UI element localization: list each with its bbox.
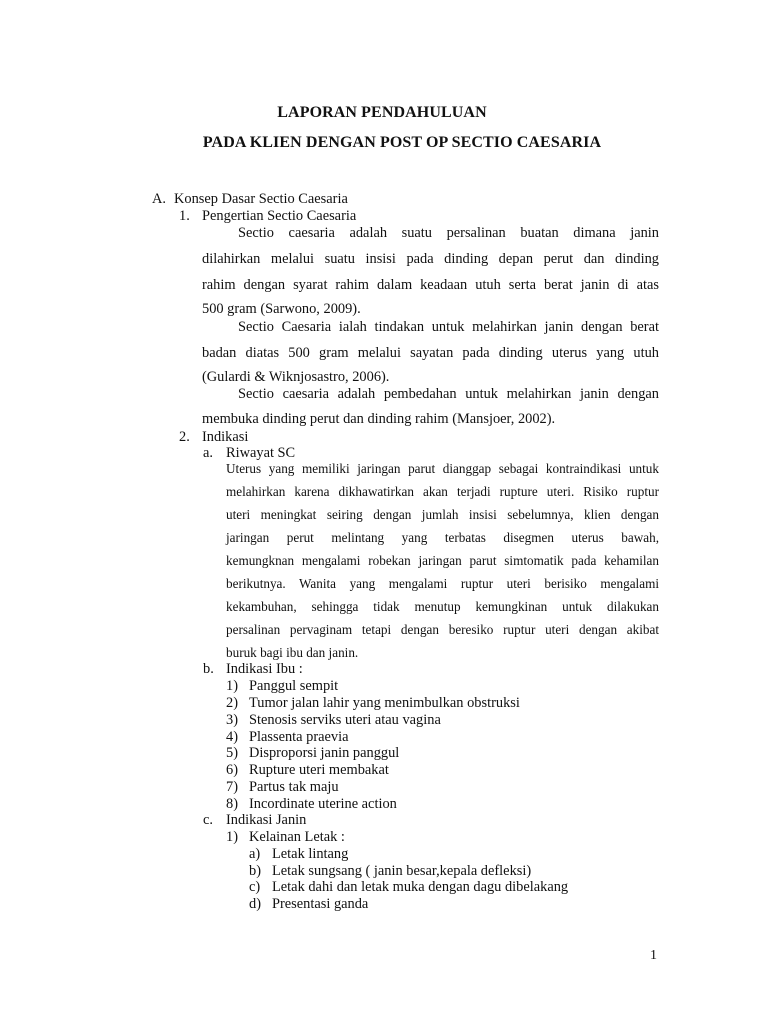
paragraph-line: kekambuhan, sehingga tidak menutup kemungkinan untuk dilakukan bbox=[226, 599, 659, 614]
list-marker: 8) bbox=[226, 796, 238, 812]
list-marker: 2. bbox=[179, 429, 190, 445]
list-item: Letak sungsang ( janin besar,kepala defleksi) bbox=[272, 863, 532, 879]
subsection-title: Indikasi bbox=[202, 429, 249, 445]
list-marker: 1) bbox=[226, 829, 238, 845]
subsection-title: Riwayat SC bbox=[226, 445, 296, 461]
paragraph-line: badan diatas 500 gram melalui sayatan pada dinding uterus yang utuh bbox=[202, 345, 659, 361]
paragraph-line: kemungknan mengalami robekan jaringan parut simtomatik pada kehamilan bbox=[226, 553, 659, 568]
list-item: Letak dahi dan letak muka dengan dagu dibelakang bbox=[272, 879, 569, 895]
list-marker: 1. bbox=[179, 208, 190, 224]
document-title: LAPORAN PENDAHULUAN bbox=[277, 104, 487, 121]
list-marker: 4) bbox=[226, 729, 238, 745]
list-marker: d) bbox=[249, 896, 261, 912]
paragraph-line: Uterus yang memiliki jaringan parut dianggap sebagai kontraindikasi untuk bbox=[226, 461, 659, 476]
paragraph-line: Sectio caesaria adalah pembedahan untuk melahirkan janin dengan bbox=[238, 386, 659, 402]
list-marker: a) bbox=[249, 846, 261, 862]
list-marker: b. bbox=[203, 661, 214, 677]
paragraph-line: dilahirkan melalui suatu insisi pada dinding depan perut dan dinding bbox=[202, 251, 659, 267]
list-marker: 2) bbox=[226, 695, 238, 711]
paragraph-line: berikutnya. Wanita yang mengalami ruptur uteri berisiko mengalami bbox=[226, 576, 659, 591]
list-item: Incordinate uterine action bbox=[249, 796, 397, 812]
page-number: 1 bbox=[650, 948, 657, 963]
paragraph-line: persalinan pervaginam tetapi dengan beresiko ruptur uteri dengan akibat bbox=[226, 622, 659, 637]
list-item: Kelainan Letak : bbox=[249, 829, 345, 845]
list-item: Tumor jalan lahir yang menimbulkan obstruksi bbox=[249, 695, 520, 711]
list-marker: b) bbox=[249, 863, 261, 879]
list-item: Partus tak maju bbox=[249, 779, 339, 795]
list-marker: a. bbox=[203, 445, 213, 461]
subsection-title: Indikasi Janin bbox=[226, 812, 307, 828]
section-marker: A. bbox=[152, 191, 166, 207]
list-item: Presentasi ganda bbox=[272, 896, 369, 912]
paragraph-line: 500 gram (Sarwono, 2009). bbox=[202, 301, 361, 317]
list-marker: 6) bbox=[226, 762, 238, 778]
list-marker: 5) bbox=[226, 745, 238, 761]
list-marker: c. bbox=[203, 812, 213, 828]
document-subtitle: PADA KLIEN DENGAN POST OP SECTIO CAESARIA bbox=[202, 134, 602, 151]
paragraph-line: melahirkan karena dikhawatirkan akan terjadi rupture uteri. Risiko ruptur bbox=[226, 484, 659, 499]
list-item: Letak lintang bbox=[272, 846, 349, 862]
paragraph-line: buruk bagi ibu dan janin. bbox=[226, 645, 359, 660]
section-title: Konsep Dasar Sectio Caesaria bbox=[174, 191, 348, 207]
paragraph-line: membuka dinding perut dan dinding rahim (Mansjoer, 2002). bbox=[202, 411, 556, 427]
paragraph-line: (Gulardi & Wiknjosastro, 2006). bbox=[202, 369, 390, 385]
list-marker: 1) bbox=[226, 678, 238, 694]
list-item: Disproporsi janin panggul bbox=[249, 745, 400, 761]
list-item: Panggul sempit bbox=[249, 678, 339, 694]
list-marker: 7) bbox=[226, 779, 238, 795]
list-item: Plassenta praevia bbox=[249, 729, 349, 745]
paragraph-line: Sectio Caesaria ialah tindakan untuk melahirkan janin dengan berat bbox=[238, 319, 659, 335]
paragraph-line: Sectio caesaria adalah suatu persalinan buatan dimana janin bbox=[238, 225, 659, 241]
paragraph-line: uteri meningkat seiring dengan jumlah insisi sebelumnya, klien dengan bbox=[226, 507, 659, 522]
list-item: Stenosis serviks uteri atau vagina bbox=[249, 712, 441, 728]
list-marker: 3) bbox=[226, 712, 238, 728]
list-marker: c) bbox=[249, 879, 261, 895]
subsection-title: Pengertian Sectio Caesaria bbox=[202, 208, 357, 224]
paragraph-line: rahim dengan syarat rahim dalam keadaan utuh serta berat janin di atas bbox=[202, 277, 659, 293]
subsection-title: Indikasi Ibu : bbox=[226, 661, 303, 677]
paragraph-line: jaringan perut melintang yang terbatas disegmen uterus bawah, bbox=[226, 530, 659, 545]
list-item: Rupture uteri membakat bbox=[249, 762, 389, 778]
